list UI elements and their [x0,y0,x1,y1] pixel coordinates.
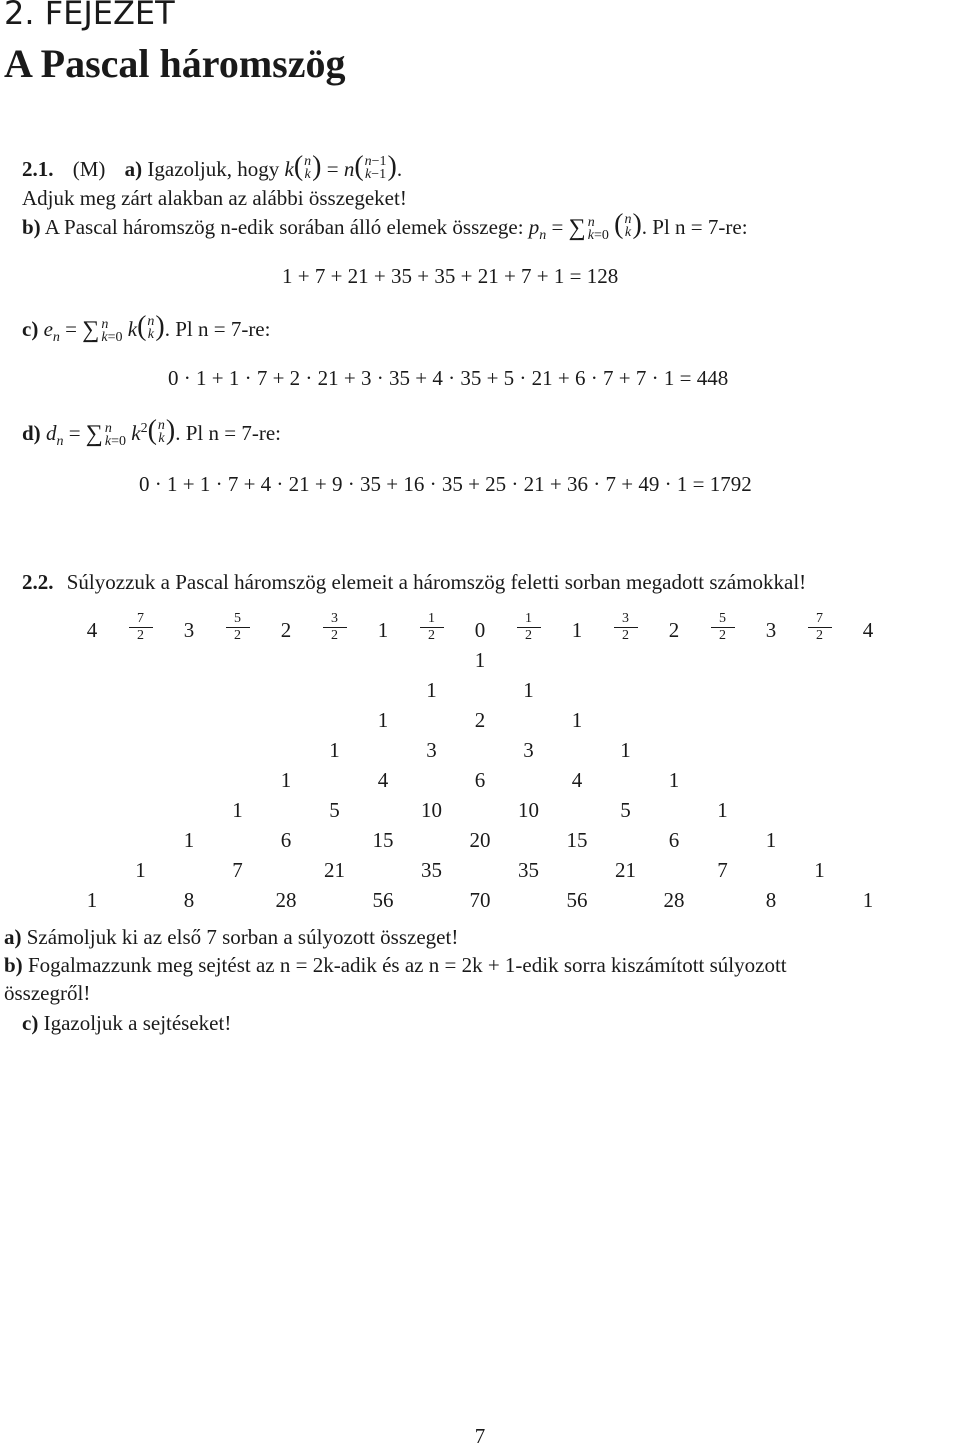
problem-2-2-part-c [22,1011,231,1036]
weight-value: 3 [183,618,195,642]
part-c-tail: Pl n = 7-re: [175,317,271,341]
triangle-entry: 5 [620,798,631,822]
weight-value: 3 [765,618,777,642]
weight-value: 1 [377,618,389,642]
weight-value: 2 [280,618,292,642]
weight-fraction: $\frac{1}{2}$ [420,612,444,643]
triangle-entry: 20 [469,828,491,852]
problem-2-1-line-c [22,311,271,346]
chapter-label: 2. FEJEZET [4,0,175,32]
part-a-label: a) [4,925,22,949]
sum-formula-p: $p_n$ = ∑ n k=0 ( n k ) . [528,209,648,244]
part-d-label: d) [22,421,41,445]
triangle-entry: 3 [426,738,437,762]
triangle-entry: 28 [663,888,685,912]
triangle-entry: 8 [765,888,777,912]
weight-fraction: $\frac{1}{2}$ [517,612,541,643]
problem-number: 2.2. [22,570,54,594]
weight-value: 4 [86,618,98,642]
triangle-entry: 15 [372,828,394,852]
part-d-tail: Pl n = 7-re: [185,421,281,445]
part-c-text: Igazoljuk a sejtéseket! [43,1011,232,1035]
part-b-tail: Pl n = 7-re: [652,215,748,239]
part-b-text: A Pascal háromszög n-edik sorában álló elemek összege: [44,215,524,239]
triangle-entry: 4 [377,768,389,792]
problem-2-2-part-b-cont: összegről! [4,981,91,1005]
triangle-entry: 7 [717,858,728,882]
triangle-entry: 10 [421,798,442,822]
problem-2-2-line [22,570,806,595]
triangle-entry: 70 [469,888,491,912]
triangle-entry: 10 [518,798,539,822]
problem-2-2-part-b [4,953,787,978]
weight-value: 2 [668,618,680,642]
triangle-entry: 2 [474,708,486,732]
triangle-entry: 1 [377,708,389,732]
part-c-equation: 0 · 1 + 1 · 7 + 2 · 21 + 3 · 35 + 4 · 35 + 5 · 21 + 6 · 7 + 7 · 1 = 448 [168,366,729,390]
triangle-entry: 28 [275,888,297,912]
triangle-entry: 6 [668,828,680,852]
triangle-entry: 1 [717,798,728,822]
triangle-entry: 1 [280,768,292,792]
triangle-entry: 1 [232,798,243,822]
weight-fraction: $\frac{3}{2}$ [323,612,347,643]
problem-number: 2.1. [22,157,54,181]
part-a-text: Igazoljuk, hogy [147,157,280,181]
weight-fraction: $\frac{5}{2}$ [711,612,735,643]
triangle-entry: 21 [615,858,636,882]
weight-fraction: $\frac{7}{2}$ [808,612,832,643]
page-title: A Pascal háromszög [4,41,346,86]
triangle-entry: 1 [329,738,340,762]
triangle-entry: 15 [566,828,588,852]
problem-2-1-intro: Adjuk meg zárt alakban az alábbi összegeket! [22,186,407,210]
part-a-text: Számoljuk ki az első 7 sorban a súlyozott összeget! [26,925,459,949]
problem-2-1-line-a [22,151,403,182]
part-b-equation: 1 + 7 + 21 + 35 + 35 + 21 + 7 + 1 = 128 [282,264,619,288]
part-d-equation: 0 · 1 + 1 · 7 + 4 · 21 + 9 · 35 + 16 · 35 + 25 · 21 + 36 · 7 + 49 · 1 = 1792 [139,472,752,496]
triangle-entry: 6 [474,768,486,792]
triangle-entry: 21 [324,858,345,882]
problem-tag: (M) [72,157,106,181]
part-b-label: b) [4,953,23,977]
triangle-entry: 1 [765,828,777,852]
triangle-entry: 56 [566,888,588,912]
sum-formula-d: $d_n$ = ∑ n k=0 $k^2$ ( n k ) . [45,415,181,450]
triangle-entry: 1 [668,768,680,792]
triangle-entry: 1 [183,828,195,852]
triangle-entry: 35 [421,858,442,882]
part-b-label: b) [22,215,41,239]
weight-value: 1 [571,618,583,642]
triangle-entry: 7 [232,858,243,882]
triangle-entry: 8 [183,888,195,912]
page-number: 7 [474,1424,486,1448]
part-c-label: c) [22,317,39,341]
weight-fraction: $\frac{3}{2}$ [614,612,638,643]
weight-value: 4 [862,618,874,642]
triangle-entry: 6 [280,828,292,852]
part-c-label: c) [22,1011,39,1035]
triangle-entry: 1 [135,858,146,882]
triangle-entry: 56 [372,888,394,912]
triangle-entry: 1 [571,708,583,732]
triangle-entry: 3 [523,738,534,762]
triangle-entry: 35 [518,858,539,882]
sum-formula-e: $e_n$ = ∑ n k=0 k ( n k ) . [43,311,170,346]
weight-value: 0 [474,618,486,642]
problem-2-2-part-a [4,925,458,950]
triangle-entry: 1 [862,888,874,912]
triangle-entry: 1 [523,678,534,702]
part-b-text: Fogalmazzunk meg sejtést az n = 2k-adik és az n = 2k + 1-edik sorra kiszámított súlyozott [27,953,787,977]
problem-2-2-text: Súlyozzuk a Pascal háromszög elemeit a háromszög feletti sorban megadott számokkal! [66,570,807,594]
triangle-entry: 5 [329,798,340,822]
identity-formula: k ( n k ) = n ( n−1 k−1 ) . [284,151,403,182]
problem-2-1-line-d [22,415,281,450]
part-a-label: a) [124,157,143,181]
triangle-entry: 1 [620,738,631,762]
weight-fraction: $\frac{5}{2}$ [226,612,250,643]
problem-2-1-line-b [22,209,748,244]
weight-fraction: $\frac{7}{2}$ [129,612,153,643]
triangle-entry: 1 [814,858,825,882]
triangle-entry: 4 [571,768,583,792]
triangle-entry: 1 [426,678,437,702]
triangle-entry: 1 [474,648,486,672]
triangle-entry: 1 [86,888,98,912]
